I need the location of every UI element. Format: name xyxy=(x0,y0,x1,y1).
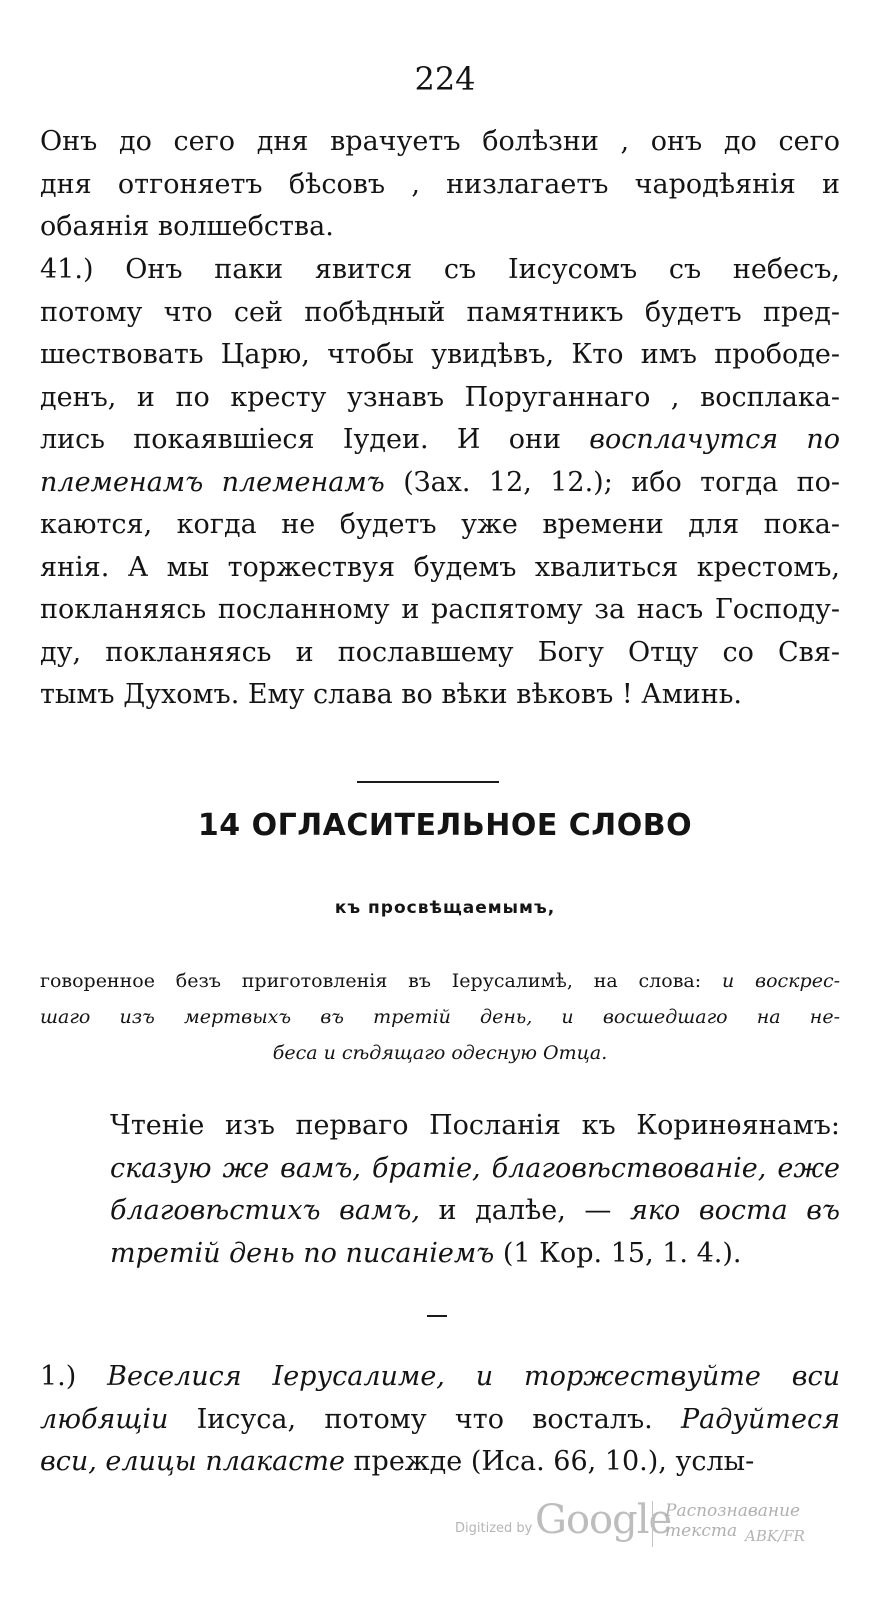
text-segment: лись покаявшіеся Іудеи. И они xyxy=(40,424,590,455)
ocr-label: Распознавание текста xyxy=(665,1501,801,1541)
section-subtitle xyxy=(40,963,840,1071)
text-segment: говоренное безъ приготовленія въ Іерусалимѣ, на слова: xyxy=(40,970,722,992)
italic-text: вси, елицы плакасте xyxy=(40,1446,345,1477)
italic-text: и воскрес- xyxy=(721,970,840,992)
google-logo: Google xyxy=(535,1497,672,1543)
text-segment: (1 Кор. 15, 1. 4.). xyxy=(494,1237,742,1269)
italic-text: третій день по писаніемъ xyxy=(110,1237,495,1269)
text-segment: Іисуса, потому что восталъ. xyxy=(168,1403,681,1435)
text-line xyxy=(40,1441,840,1484)
text-segment: и далѣе, — xyxy=(419,1195,631,1226)
text-line xyxy=(40,334,840,377)
text-segment: шествовать Царю, чтобы увидѣвъ, Кто имъ прободе- xyxy=(40,339,840,370)
italic-text: восплачутся по xyxy=(589,424,841,455)
text-line xyxy=(40,462,840,505)
text-line xyxy=(40,504,840,547)
section-subheading: къ просвѣщаемымъ, xyxy=(334,898,556,918)
text-line xyxy=(40,963,840,999)
italic-text: шаго изъ мертвыхъ въ третій день, и восшедшаго на не- xyxy=(40,1006,840,1028)
text-segment: ду, покланяясь и пославшему Богу Отцу со Свя- xyxy=(40,636,840,668)
paragraph-41 xyxy=(40,249,840,717)
section-heading: 14 ОГЛАСИТЕЛЬНОЕ СЛОВО xyxy=(197,808,693,843)
short-dash-divider xyxy=(427,1315,447,1317)
text-segment: каются, когда не будетъ уже времени для пока- xyxy=(40,509,840,540)
text-segment: тымъ Духомъ. Ему слава во вѣки вѣковъ ! Аминь. xyxy=(40,679,742,710)
italic-text: беса и сѣдящаго одесную Отца. xyxy=(272,1042,608,1064)
text-line xyxy=(110,1190,840,1233)
text-segment: прежде (Иса. 66, 10.), услы- xyxy=(344,1446,755,1477)
text-line xyxy=(40,249,840,292)
text-line xyxy=(40,1035,840,1071)
text-line xyxy=(110,1233,840,1276)
scripture-reading xyxy=(110,1105,840,1275)
italic-text: благовѣстихъ вамъ, xyxy=(110,1195,420,1226)
page-number: 224 xyxy=(414,60,476,98)
digitized-by-label: Digitized by xyxy=(455,1521,533,1536)
paragraph-continuation xyxy=(40,121,840,249)
text-segment: потому что сей побѣдный памятникъ будетъ пред- xyxy=(40,296,840,328)
text-line xyxy=(40,589,840,632)
italic-text: Веселися Іерусалиме, и торжествуйте вси xyxy=(107,1361,840,1392)
text-line: дня отгоняетъ бѣсовъ , низлагаетъ чародѣянія и xyxy=(40,168,840,200)
text-line xyxy=(40,632,840,675)
text-line xyxy=(40,292,840,335)
watermark-divider xyxy=(652,1501,653,1547)
digitization-watermark xyxy=(455,1495,875,1555)
italic-text: любящіи xyxy=(40,1403,169,1435)
text-line xyxy=(40,674,840,717)
section-divider xyxy=(357,781,499,783)
text-line: Онъ до сего дня врачуетъ болѣзни , онъ до сего xyxy=(40,126,840,157)
paragraph-1 xyxy=(40,1356,840,1484)
text-segment: покланяясь посланному и распятому за насъ Господу- xyxy=(40,594,840,625)
italic-text: яко воста въ xyxy=(630,1195,840,1226)
text-segment: 41.) Онъ паки явится съ Іисусомъ съ небесъ, xyxy=(40,254,840,285)
text-line xyxy=(110,1105,840,1148)
text-line xyxy=(40,547,840,590)
text-segment: 1.) xyxy=(40,1361,108,1392)
text-line xyxy=(40,999,840,1035)
text-line xyxy=(40,1399,840,1442)
text-segment: денъ, и по кресту узнавъ Поруганнаго , восплака- xyxy=(40,381,840,413)
text-segment: янія. А мы торжествуя будемъ хвалиться крестомъ, xyxy=(40,551,840,583)
text-segment: (Зах. 12, 12.); ибо тогда по- xyxy=(384,466,840,498)
text-line xyxy=(40,419,840,462)
italic-text: сказую же вамъ, братіе, благовѣствованіе, еже xyxy=(110,1152,840,1184)
text-segment: Чтеніе изъ перваго Посланія къ Коринѳянамъ: xyxy=(110,1110,840,1141)
italic-text: племенамъ племенамъ xyxy=(40,466,385,498)
text-line: обаянія волшебства. xyxy=(40,211,334,242)
text-line xyxy=(110,1148,840,1191)
text-line xyxy=(40,1356,840,1399)
ocr-brand: ABK/FR xyxy=(745,1527,805,1545)
text-line xyxy=(40,377,840,420)
italic-text: Радуйтеся xyxy=(680,1403,840,1435)
